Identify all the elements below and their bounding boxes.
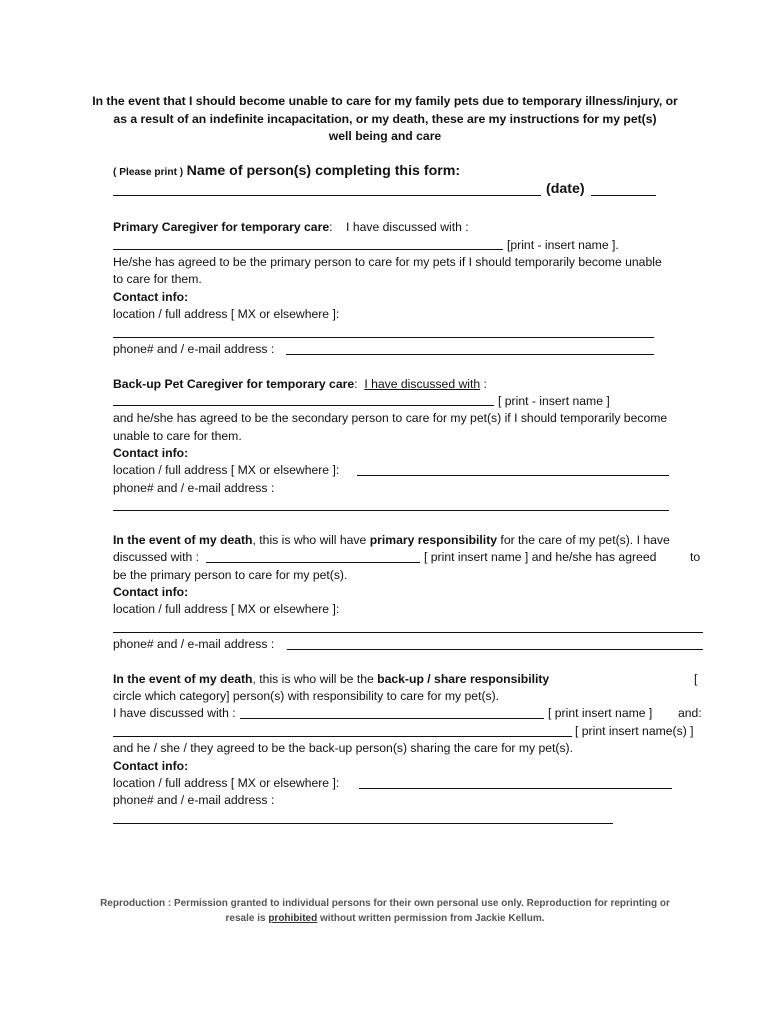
footer-prohibited: prohibited (268, 913, 318, 924)
death-backup-title-row: In the event of my death, this is who will be the back-up / share responsibility (113, 672, 550, 686)
death-backup-bracket: [ (694, 672, 698, 686)
death-backup-location: location / full address [ MX or elsewhere ]: (113, 776, 340, 790)
please-print-note: ( Please print ) (113, 167, 184, 178)
primary-temp-discussed: I have discussed with : (346, 220, 469, 234)
backup-temp-print-name: [ print - insert name ] (498, 394, 610, 408)
death-backup-and: and: (678, 706, 702, 720)
death-primary-phone-field[interactable] (287, 649, 703, 650)
death-primary-location: location / full address [ MX or elsewhere ]: (113, 602, 340, 616)
death-backup-contact: Contact info: (113, 759, 189, 773)
death-primary-discussed: discussed with : (113, 550, 200, 564)
primary-temp-phone-field[interactable] (286, 354, 654, 355)
death-backup-print-names: [ print insert name(s) ] (575, 724, 694, 738)
death-primary-agreed-2: be the primary person to care for my pet(s). (113, 568, 348, 582)
backup-temp-location: location / full address [ MX or elsewhere ]: (113, 463, 340, 477)
primary-temp-name-field[interactable] (113, 249, 503, 250)
primary-temp-print-name: [print - insert name ]. (507, 238, 619, 252)
death-primary-print-name: [ print insert name ] and he/she has agreed (424, 550, 657, 564)
date-field[interactable] (591, 195, 656, 196)
backup-temp-location-field[interactable] (357, 475, 669, 476)
backup-temp-phone-field[interactable] (113, 510, 669, 511)
death-backup-location-field[interactable] (359, 788, 672, 789)
primary-temp-location-field[interactable] (113, 337, 654, 338)
date-label: (date) (546, 181, 585, 197)
death-primary-bold: primary responsibility (369, 533, 498, 547)
death-backup-phone-field[interactable] (113, 823, 613, 824)
backup-temp-title: Back-up Pet Caregiver for temporary care (113, 377, 355, 391)
death-primary-name-field[interactable] (206, 562, 420, 563)
death-backup-line-2: circle which category] person(s) with responsibility to care for my pet(s). (113, 689, 500, 703)
death-primary-contact: Contact info: (113, 585, 189, 599)
heading-line-3: well being and care (328, 129, 442, 143)
primary-temp-title: Primary Caregiver for temporary care (113, 220, 330, 234)
death-primary-to: to (690, 550, 701, 564)
death-primary-phone: phone# and / e-mail address : (113, 637, 275, 651)
primary-temp-phone: phone# and / e-mail address : (113, 342, 275, 356)
primary-temp-agreed-2: to care for them. (113, 272, 202, 286)
backup-temp-title-row: Back-up Pet Caregiver for temporary care: I have discussed with : (113, 377, 487, 391)
backup-temp-agreed-2: unable to care for them. (113, 429, 242, 443)
backup-temp-discussed: I have discussed with (364, 377, 481, 391)
backup-temp-name-field[interactable] (113, 405, 494, 406)
backup-temp-phone: phone# and / e-mail address : (113, 481, 275, 495)
footer-line-2: resale is prohibited without written permission from Jackie Kellum. (225, 913, 545, 924)
primary-temp-title-row: Primary Caregiver for temporary care: I have discussed with : (113, 220, 469, 234)
death-backup-print-name: [ print insert name ] (548, 706, 653, 720)
heading-line-2: as a result of an indefinite incapacitation, or my death, these are my instructions for my pet(s) (113, 112, 657, 126)
primary-temp-contact: Contact info: (113, 290, 189, 304)
death-backup-bold: back-up / share responsibility (377, 672, 550, 686)
death-backup-lead: In the event of my death (113, 672, 253, 686)
death-primary-location-field[interactable] (113, 632, 703, 633)
backup-temp-contact: Contact info: (113, 446, 189, 460)
footer-line-1: Reproduction : Permission granted to individual persons for their own personal use only. Reproduction for reprinting or (100, 898, 670, 909)
death-backup-name-field-1[interactable] (240, 718, 544, 719)
death-primary-title-row: In the event of my death, this is who will have primary responsibility for the care of my pet(s). I have (113, 533, 670, 547)
completing-name-field[interactable] (113, 195, 541, 196)
death-backup-discussed: I have discussed with : (113, 706, 236, 720)
death-backup-name-field-2[interactable] (113, 736, 572, 737)
primary-temp-location: location / full address [ MX or elsewhere ]: (113, 307, 340, 321)
completing-label-row (113, 163, 460, 181)
death-backup-phone: phone# and / e-mail address : (113, 793, 275, 807)
backup-temp-agreed-1: and he/she has agreed to be the secondary person to care for my pet(s) if I should temporarily become (113, 411, 668, 425)
primary-temp-agreed-1: He/she has agreed to be the primary person to care for my pets if I should temporarily become unable (113, 255, 662, 269)
completing-label: Name of person(s) completing this form: (186, 163, 461, 179)
death-primary-lead: In the event of my death (113, 533, 253, 547)
death-backup-agreed: and he / she / they agreed to be the back-up person(s) sharing the care for my pet(s). (113, 741, 573, 755)
heading-line-1: In the event that I should become unable to care for my family pets due to temporary illness/injury, or (92, 94, 678, 108)
